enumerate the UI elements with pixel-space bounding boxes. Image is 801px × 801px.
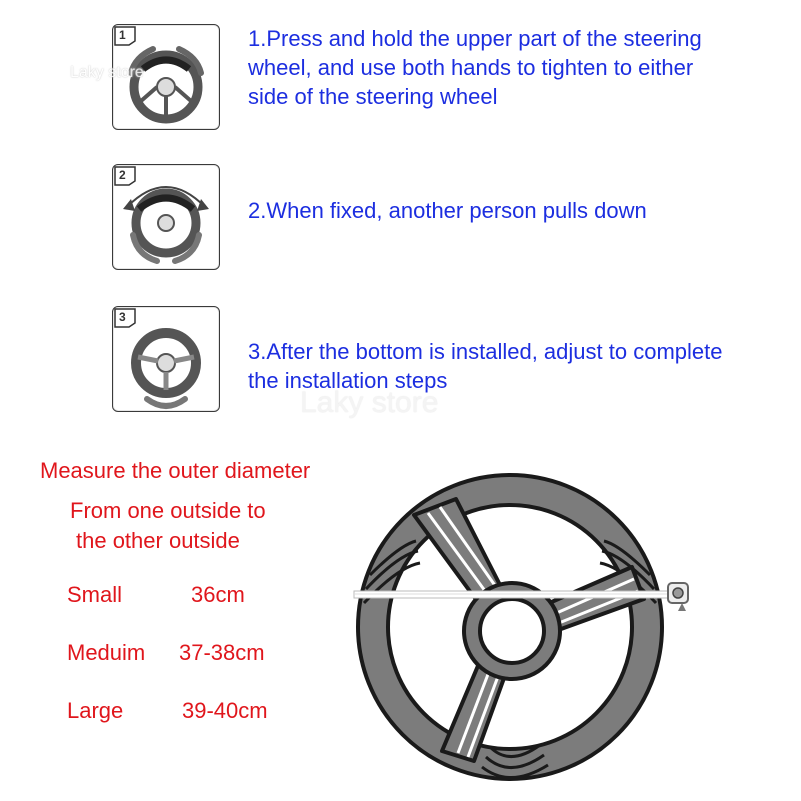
step-1-line-1: 1.Press and hold the upper part of the steering <box>248 26 702 51</box>
size-name: Large <box>67 698 124 723</box>
step-2-line-1: 2.When fixed, another person pulls down <box>248 198 647 223</box>
step-3-line-2: the installation steps <box>248 368 448 393</box>
step-1-line-3: side of the steering wheel <box>248 84 498 109</box>
measure-title: Measure the outer diameter <box>40 458 311 483</box>
watermark-large: Laky store <box>300 386 439 419</box>
watermark-small: Laky store <box>70 64 144 81</box>
size-name: Meduim <box>67 640 146 665</box>
size-name: Small <box>67 582 123 607</box>
size-value: 37-38cm <box>179 640 265 665</box>
size-value: 39-40cm <box>182 698 268 723</box>
steering-wheel-installed-icon <box>113 307 219 411</box>
steering-wheel-pull-icon <box>113 165 219 269</box>
step-number: 2 <box>119 168 126 182</box>
step-1-text <box>248 24 702 111</box>
step-3-line-1: 3.After the bottom is installed, adjust to complete <box>248 339 723 364</box>
size-value: 36cm <box>191 582 245 607</box>
steering-wheel-measure-icon <box>340 455 700 801</box>
step-number: 1 <box>119 28 126 42</box>
step-1-line-2: wheel, and use both hands to tighten to either <box>248 55 694 80</box>
step-number: 3 <box>119 310 126 324</box>
measure-subtitle-line-2: the other outside <box>76 528 240 553</box>
measure-subtitle-line-1: From one outside to <box>70 498 266 523</box>
step-2-text <box>248 196 647 225</box>
measure-subtitle <box>70 496 266 556</box>
step-2-illustration <box>112 164 220 270</box>
step-3-illustration <box>112 306 220 412</box>
